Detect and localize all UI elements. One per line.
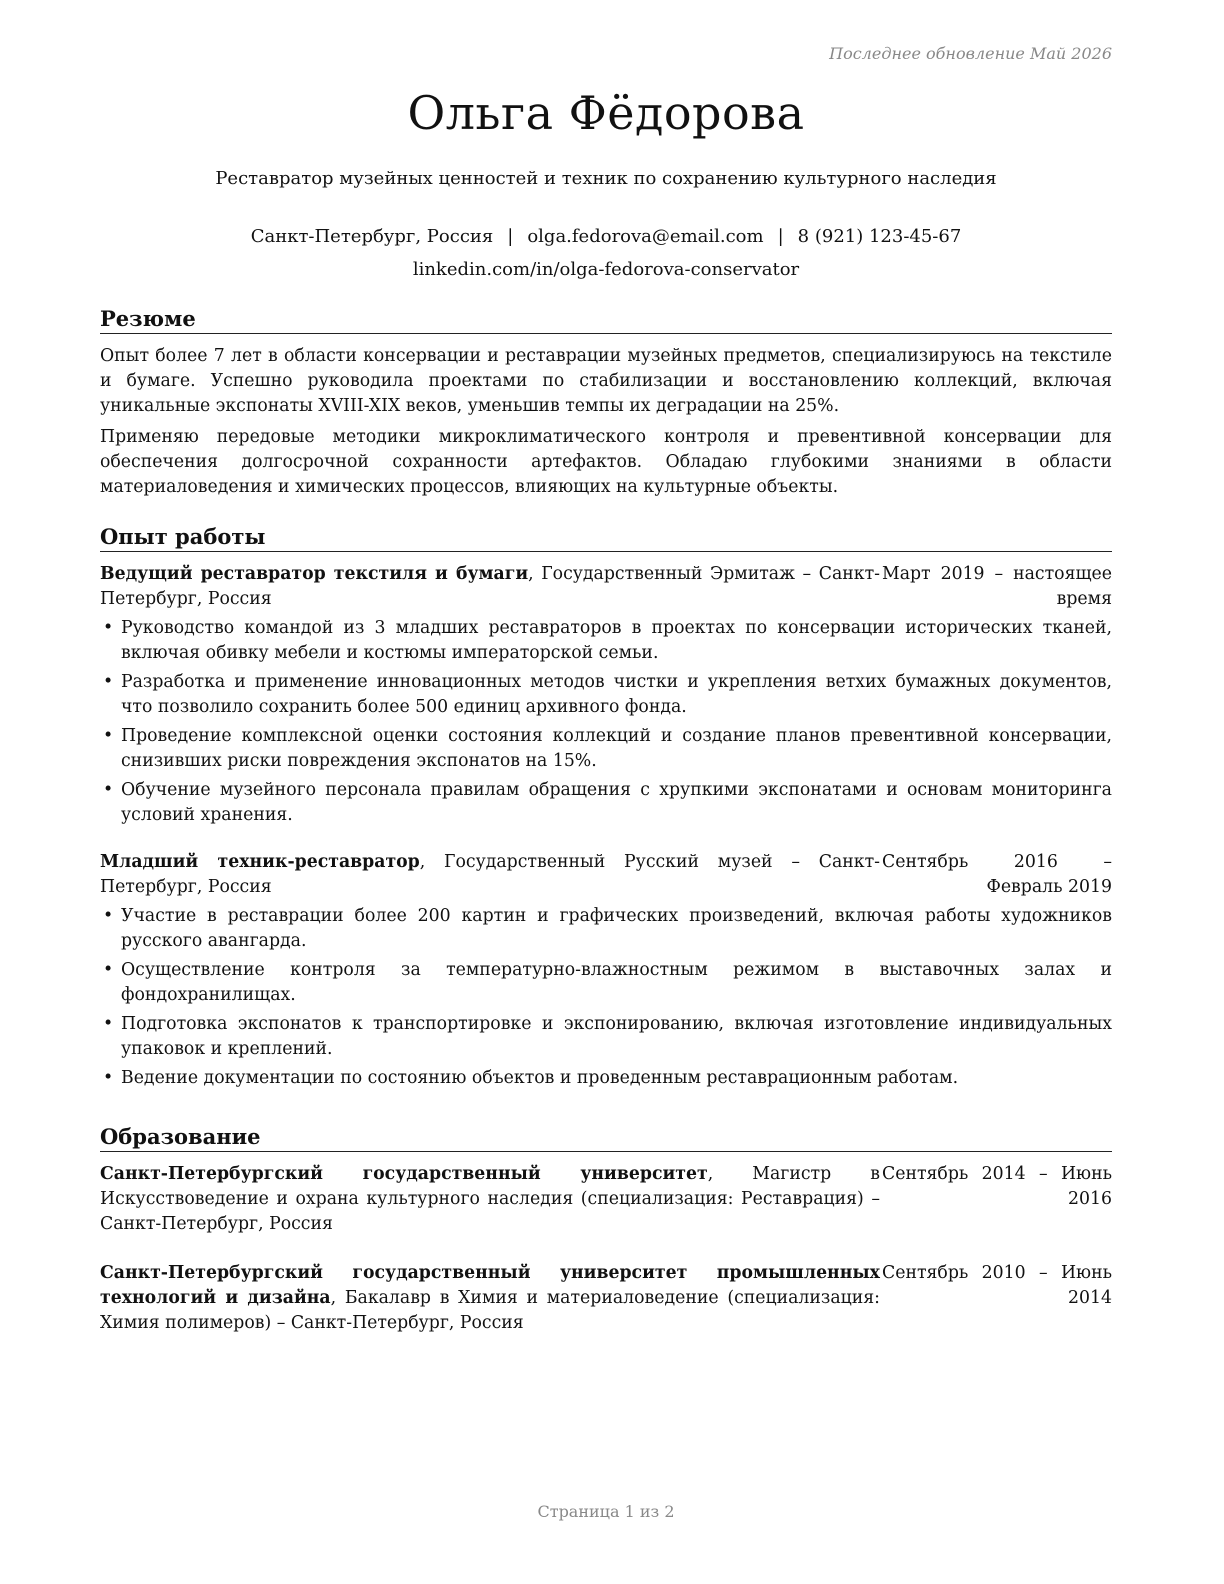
bullet-text: Ведение документации по состоянию объектов и проведенным реставрационным работам.	[121, 1068, 959, 1088]
contact-phone: 8 (921) 123-45-67	[797, 226, 962, 247]
page-number: Страница 1 из 2	[537, 1502, 675, 1521]
contact-separator: |	[507, 226, 514, 247]
education-school: Санкт-Петербургский государственный университет	[100, 1164, 708, 1184]
job-role: Ведущий реставратор текстиля и бумаги	[100, 564, 529, 584]
education-details: , Бакалавр в Химия и материаловедение (специализация: Химия полимеров) – Санкт-Петербург, Россия	[100, 1288, 881, 1333]
contact-email[interactable]: olga.fedorova@email.com	[527, 226, 764, 247]
list-item	[100, 778, 1112, 828]
job-bullets	[100, 616, 1112, 828]
job-bullets	[100, 904, 1112, 1091]
contacts-block	[100, 220, 1112, 286]
contact-location: Санкт-Петербург, Россия	[250, 226, 494, 247]
education-dates: Сентябрь 2014 – Июнь 2016	[882, 1164, 1112, 1209]
job-details: , Государственный Эрмитаж – Санкт-Петербург, Россия	[100, 564, 880, 609]
bullet-text: Подготовка экспонатов к транспортировке и экспонированию, включая изготовление индивидуальных упаковок и креплений.	[121, 1014, 1112, 1059]
job-header	[100, 562, 1112, 612]
person-subtitle: Реставратор музейных ценностей и техник по сохранению культурного наследия	[215, 168, 997, 189]
job-header	[100, 850, 1112, 900]
job-role: Младший техник-реставратор	[100, 852, 420, 872]
job-entry	[100, 562, 1112, 828]
list-item	[100, 1012, 1112, 1062]
education-header	[100, 1261, 1112, 1336]
bullet-text: Осуществление контроля за температурно-влажностным режимом в выставочных залах и фондохранилищах.	[121, 960, 1112, 1005]
bullet-dot-icon: •	[103, 906, 114, 926]
summary-paragraph: Опыт более 7 лет в области консервации и реставрации музейных предметов, специализируюсь на текстиле и бумаге. Успешно руководила проектами по стабилизации и восстановлению коллекций, включая уникальные экспонаты XVIII-XIX веков, уменьшив темпы их деградации на 25%.	[100, 346, 1112, 416]
contacts-line	[100, 220, 1112, 253]
bullet-text: Участие в реставрации более 200 картин и графических произведений, включая работы художников русского авангарда.	[121, 906, 1112, 951]
section-title-summary: Резюме	[100, 306, 1112, 334]
education-entry	[100, 1261, 1112, 1336]
list-item	[100, 904, 1112, 954]
education-dates: Сентябрь 2010 – Июнь 2014	[882, 1263, 1112, 1308]
section-title-experience: Опыт работы	[100, 524, 1112, 552]
bullet-text: Руководство командой из 3 младших реставраторов в проектах по консервации исторических тканей, включая обивку мебели и костюмы императорской семьи.	[121, 618, 1112, 663]
bullet-dot-icon: •	[103, 672, 114, 692]
list-item	[100, 616, 1112, 666]
bullet-text: Обучение музейного персонала правилам обращения с хрупкими экспонатами и основам мониторинга условий хранения.	[121, 780, 1112, 825]
last-updated-label: Последнее обновление Май 2026	[829, 44, 1112, 63]
list-item	[100, 1066, 1112, 1091]
job-dates: Сентябрь 2016 – Февраль 2019	[882, 852, 1112, 897]
list-item	[100, 958, 1112, 1008]
education-entry	[100, 1162, 1112, 1237]
education-school: Санкт-Петербургский государственный университет промышленных технологий и дизайна	[100, 1263, 880, 1308]
bullet-dot-icon: •	[103, 780, 114, 800]
resume-page	[100, 0, 1112, 1584]
bullet-dot-icon: •	[103, 618, 114, 638]
contact-separator: |	[777, 226, 784, 247]
bullet-dot-icon: •	[103, 960, 114, 980]
summary-paragraph: Применяю передовые методики микроклиматического контроля и превентивной консервации для обеспечения долгосрочной сохранности артефактов. Обладаю глубокими знаниями в области материаловедения и химических процессов, влияющих на культурные объекты.	[100, 427, 1112, 497]
experience-section	[100, 524, 1112, 1095]
list-item	[100, 724, 1112, 774]
bullet-dot-icon: •	[103, 1068, 114, 1088]
education-header	[100, 1162, 1112, 1237]
summary-section	[100, 306, 1112, 506]
bullet-text: Проведение комплексной оценки состояния коллекций и создание планов превентивной консервации, снизивших риски повреждения экспонатов на 15%.	[121, 726, 1112, 771]
education-details: , Магистр в Искусствоведение и охрана культурного наследия (специализация: Реставрация) – Санкт-Петербург, Россия	[100, 1164, 880, 1234]
bullet-text: Разработка и применение инновационных методов чистки и укрепления ветхих бумажных документов, что позволило сохранить более 500 единиц архивного фонда.	[121, 672, 1112, 717]
section-title-education: Образование	[100, 1124, 1112, 1152]
job-entry	[100, 850, 1112, 1091]
job-dates: Март 2019 – настоящее время	[882, 564, 1112, 609]
contact-linkedin[interactable]: linkedin.com/in/olga-fedorova-conservator	[412, 259, 800, 280]
bullet-dot-icon: •	[103, 726, 114, 746]
education-section	[100, 1124, 1112, 1336]
bullet-dot-icon: •	[103, 1014, 114, 1034]
person-name: Ольга Фёдорова	[407, 86, 805, 140]
job-details: , Государственный Русский музей – Санкт-Петербург, Россия	[100, 852, 880, 897]
list-item	[100, 670, 1112, 720]
